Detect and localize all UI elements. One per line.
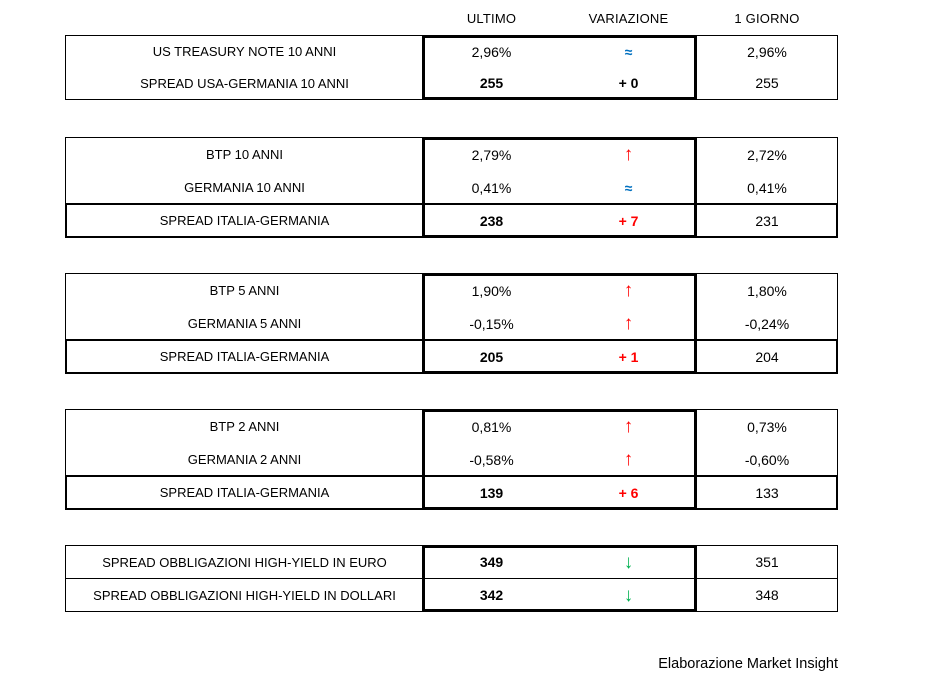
high-yield-block <box>65 545 838 612</box>
value-1giorno: 204 <box>755 348 779 365</box>
approx-equal-icon: ≈ <box>624 180 633 195</box>
value-ultimo: 0,81% <box>471 418 512 435</box>
value-1giorno: 2,96% <box>747 43 787 60</box>
value-ultimo: -0,15% <box>469 315 514 332</box>
btp-10-anni-block <box>65 137 838 238</box>
spread-summary-row <box>66 340 837 373</box>
table-row <box>66 138 837 171</box>
variation-delta: + 1 <box>618 349 639 364</box>
arrow-up-icon: ↑ <box>623 314 634 333</box>
row-label: SPREAD ITALIA-GERMANIA <box>159 349 330 364</box>
arrow-up-icon: ↑ <box>623 417 634 436</box>
table-row <box>66 443 837 476</box>
row-label: US TREASURY NOTE 10 ANNI <box>152 44 337 60</box>
table-row <box>66 68 837 100</box>
value-ultimo: 205 <box>479 348 504 365</box>
row-label: BTP 2 ANNI <box>209 419 280 434</box>
value-1giorno: 2,72% <box>747 146 787 163</box>
value-1giorno: 351 <box>755 554 779 570</box>
row-label: BTP 10 ANNI <box>205 147 284 162</box>
table-row <box>66 36 837 68</box>
value-ultimo: 2,79% <box>471 146 512 163</box>
spread-summary-row <box>66 204 837 237</box>
table-row <box>66 171 837 204</box>
table-row <box>66 578 837 611</box>
arrow-up-icon: ↑ <box>623 145 634 164</box>
value-ultimo: 0,41% <box>471 179 512 196</box>
arrow-up-icon: ↑ <box>623 450 634 469</box>
variation-delta: + 6 <box>618 485 639 500</box>
value-1giorno: 348 <box>755 587 779 603</box>
value-ultimo: -0,58% <box>469 451 514 468</box>
table-row <box>66 546 837 578</box>
arrow-down-icon: ↓ <box>623 585 634 605</box>
value-1giorno: 0,73% <box>747 418 787 435</box>
spread-summary-row <box>66 476 837 509</box>
credit-text: Elaborazione Market Insight <box>658 656 838 672</box>
us-treasury-block <box>65 35 838 100</box>
table-row <box>66 274 837 307</box>
row-label: BTP 5 ANNI <box>209 283 280 298</box>
btp-5-anni-block <box>65 273 838 374</box>
value-ultimo: 2,96% <box>471 43 512 60</box>
value-ultimo: 238 <box>479 212 504 229</box>
btp-2-anni-block <box>65 409 838 510</box>
variation-delta: + 0 <box>618 76 639 91</box>
row-label: GERMANIA 2 ANNI <box>187 452 302 467</box>
value-1giorno: -0,24% <box>744 315 790 332</box>
value-ultimo: 1,90% <box>471 282 512 299</box>
table-row <box>66 307 837 340</box>
row-label: GERMANIA 5 ANNI <box>187 316 302 331</box>
row-label: SPREAD USA-GERMANIA 10 ANNI <box>140 75 349 91</box>
arrow-down-icon: ↓ <box>623 552 634 572</box>
value-ultimo: 349 <box>479 554 504 570</box>
value-ultimo: 342 <box>479 587 504 603</box>
table-row <box>66 410 837 443</box>
value-ultimo: 255 <box>479 75 504 92</box>
variation-delta: + 7 <box>618 213 639 228</box>
value-1giorno: 0,41% <box>747 179 787 196</box>
value-1giorno: 255 <box>755 75 779 92</box>
value-1giorno: 231 <box>755 212 779 229</box>
arrow-up-icon: ↑ <box>623 281 634 300</box>
row-label: SPREAD ITALIA-GERMANIA <box>159 213 330 228</box>
column-header-variazione: VARIAZIONE <box>588 10 669 26</box>
value-ultimo: 139 <box>479 484 504 501</box>
row-label: GERMANIA 10 ANNI <box>184 180 305 195</box>
approx-equal-icon: ≈ <box>624 44 633 59</box>
value-1giorno: -0,60% <box>744 451 790 468</box>
table-header <box>66 6 837 30</box>
value-1giorno: 1,80% <box>747 282 787 299</box>
value-1giorno: 133 <box>755 484 779 501</box>
row-label: SPREAD OBBLIGAZIONI HIGH-YIELD IN DOLLARI <box>93 587 396 603</box>
column-header-ultimo: ULTIMO <box>466 10 517 26</box>
row-label: SPREAD OBBLIGAZIONI HIGH-YIELD IN EURO <box>102 554 387 570</box>
row-label: SPREAD ITALIA-GERMANIA <box>159 485 330 500</box>
column-header-1giorno: 1 GIORNO <box>734 10 800 26</box>
